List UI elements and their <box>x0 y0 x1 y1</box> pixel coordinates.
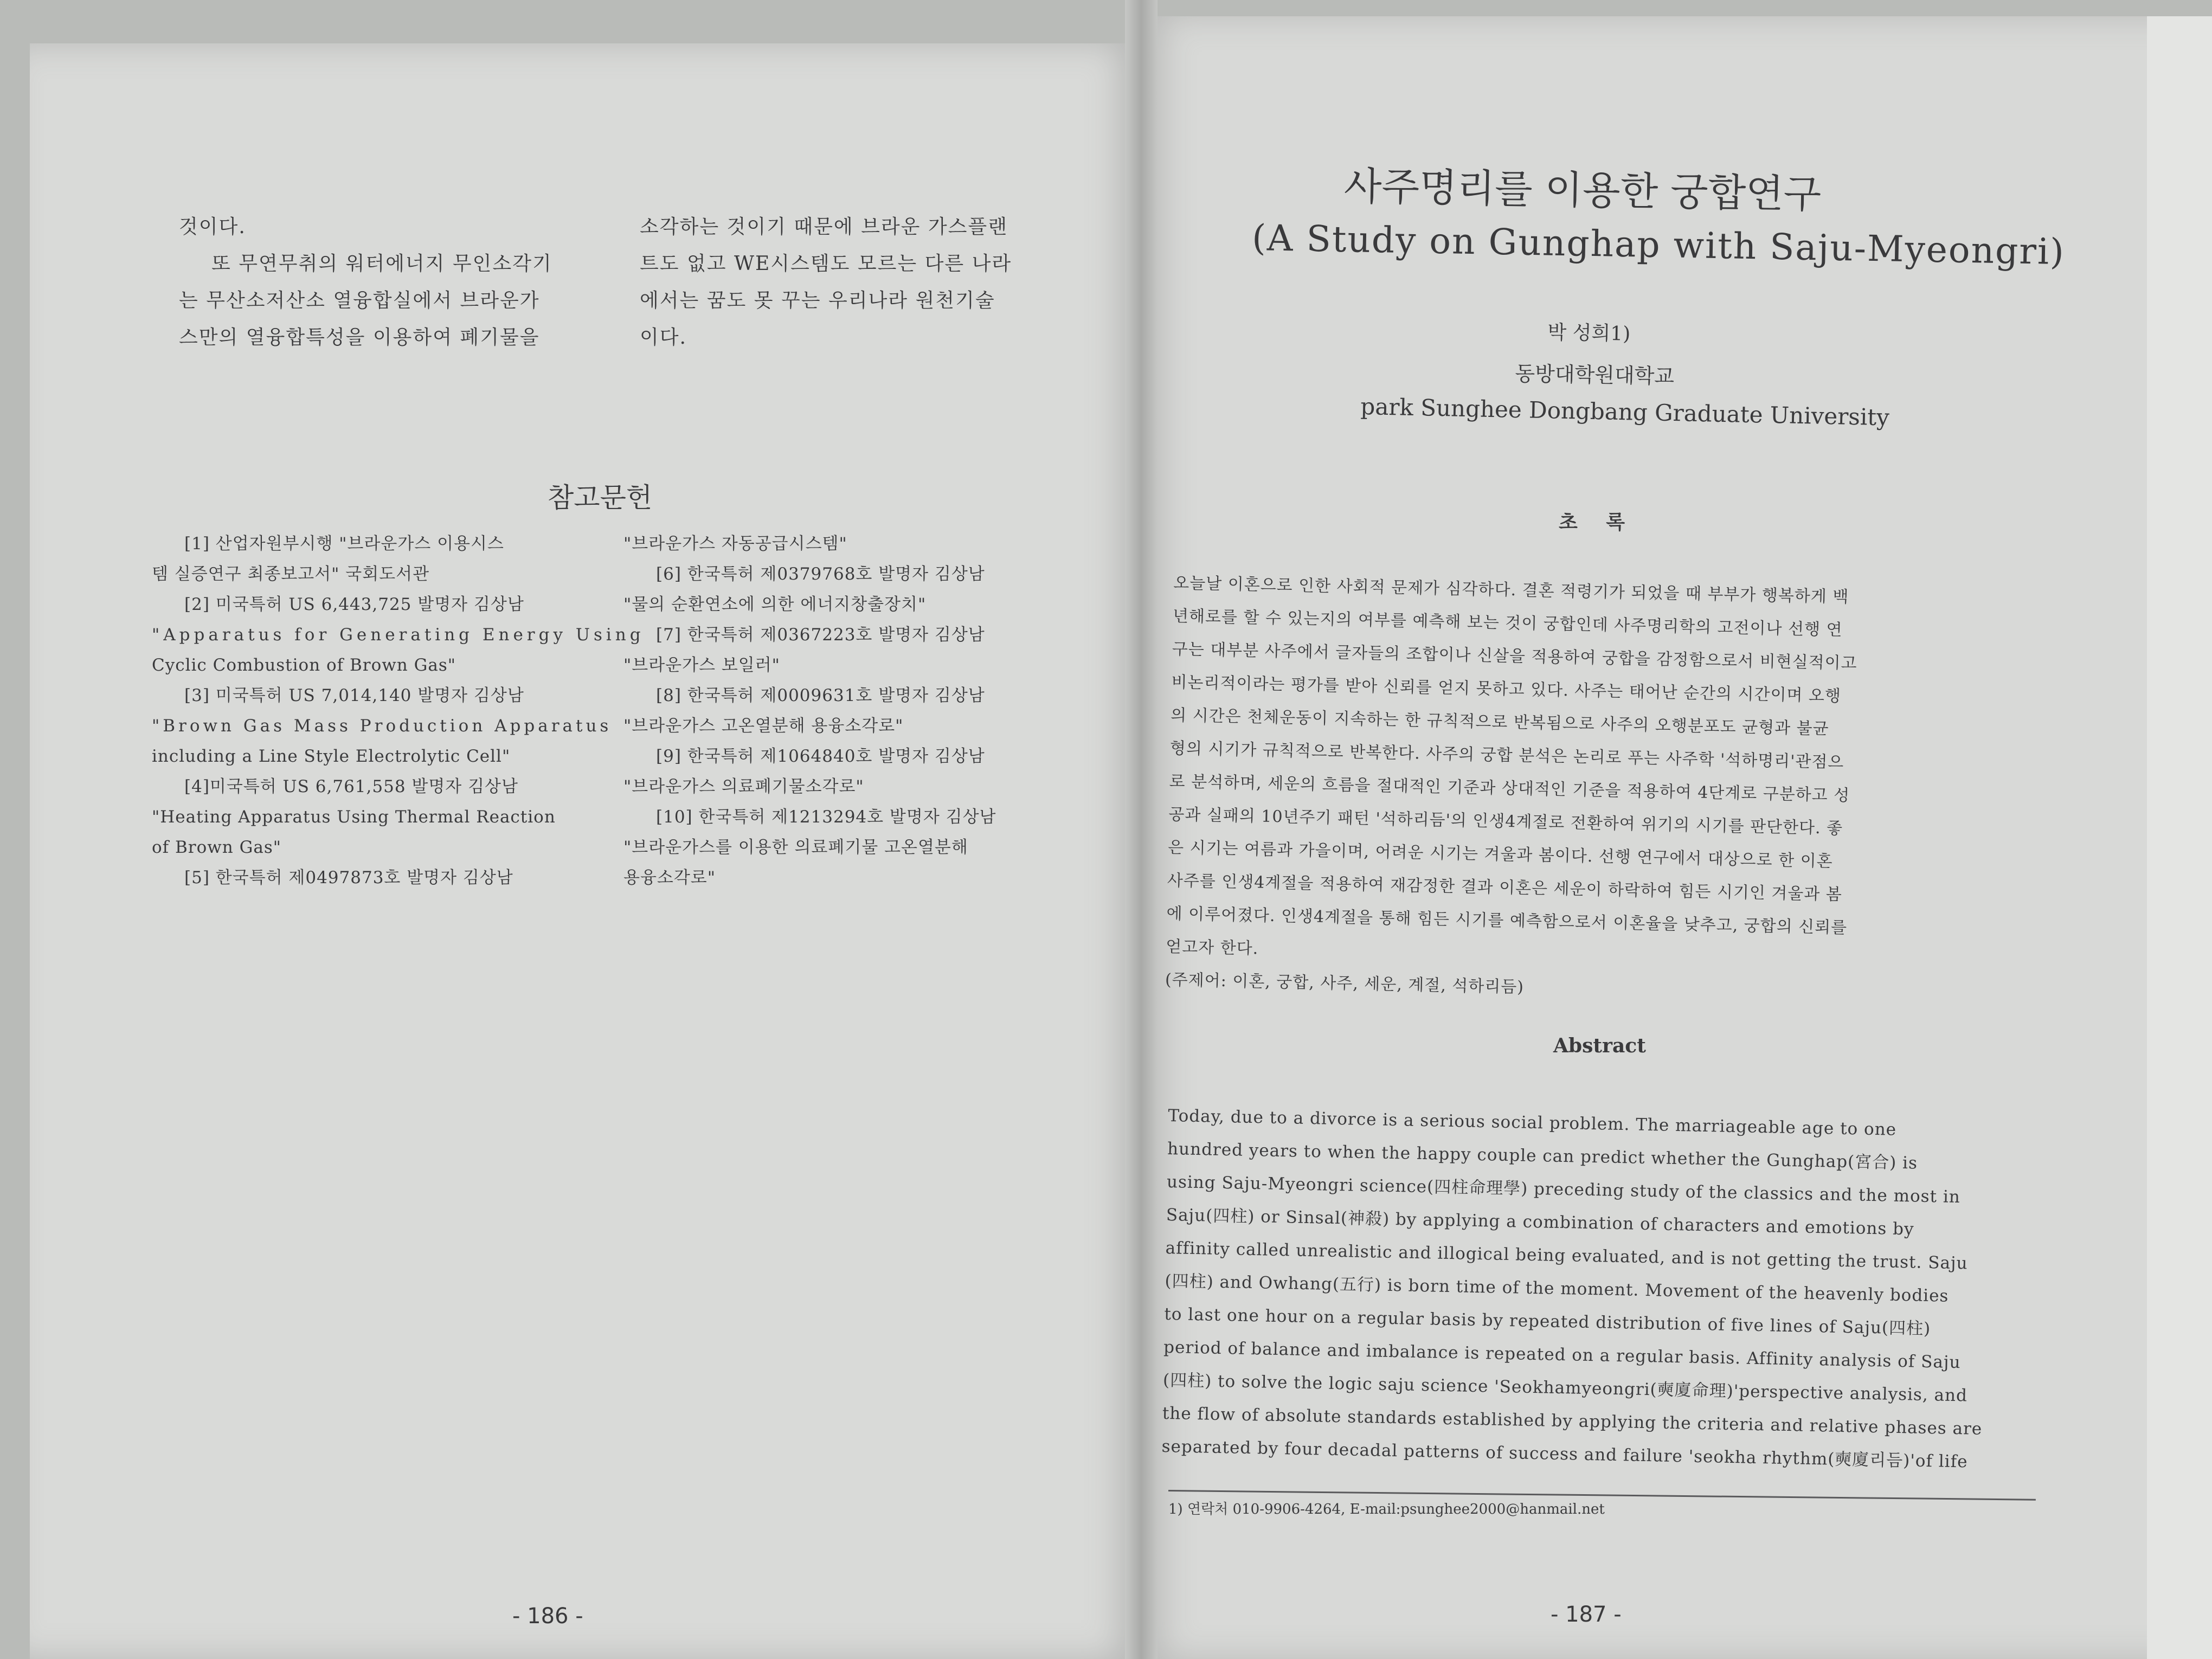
english-abstract-heading: Abstract <box>1553 1034 1646 1057</box>
abstract-line: 비논리적이라는 평가를 받아 신뢰를 얻지 못하고 있다. 사주는 태어난 순간의 시간이며 오행 <box>1171 672 1842 706</box>
body-line: 스만의 열융합특성을 이용하여 폐기물을 <box>179 326 540 349</box>
korean-abstract-body <box>1165 567 2030 1014</box>
reference-line: [4]미국특허 US 6,761,558 발명자 김상남 <box>184 777 518 796</box>
body-line: 이다. <box>640 326 687 349</box>
author-name: 박 성희1) <box>1547 321 1631 345</box>
references-column-2 <box>623 529 1057 893</box>
abstract-line: period of balance and imbalance is repeated on a regular basis. Affinity analysis of Saju <box>1163 1337 1961 1373</box>
left-page-number: - 186 - <box>512 1604 583 1629</box>
left-body-column-2 <box>640 209 1012 356</box>
abstract-line: (四柱) to solve the logic saju science 'Seokhamyeongri(奭廈命理)'perspective analysis, and <box>1162 1370 1968 1406</box>
reference-line: [8] 한국특허 제0009631호 발명자 김상남 <box>656 686 985 705</box>
abstract-line: 사주를 인생4계절을 적용하여 재감정한 결과 이혼은 세운이 하락하여 힘든 시기인 겨울과 봄 <box>1167 871 1843 904</box>
page-edge <box>2147 16 2212 1659</box>
reference-line: "Heating Apparatus Using Thermal Reaction <box>152 807 556 827</box>
reference-line: [5] 한국특허 제0497873호 발명자 김상남 <box>184 868 513 888</box>
abstract-line: hundred years to when the happy couple can predict whether the Gunghap(宮合) is <box>1167 1139 1918 1173</box>
abstract-line: 구는 대부분 사주에서 글자들의 조합이나 신살을 적용하여 궁합을 감정함으로서 비현실적이고 <box>1172 639 1857 673</box>
abstract-line: 년해로를 할 수 있는지의 여부를 예측해 보는 것이 궁합인데 사주명리학의 고전이나 선행 연 <box>1172 606 1843 640</box>
right-page-number: - 187 - <box>1551 1602 1622 1627</box>
reference-line: [2] 미국특허 US 6,443,725 발명자 김상남 <box>184 595 524 614</box>
reference-line: "Apparatus for Generating Energy Using <box>152 625 645 645</box>
body-line: 소각하는 것이기 때문에 브라운 가스플랜 <box>640 216 1008 238</box>
reference-line: including a Line Style Electrolytic Cell" <box>152 747 511 766</box>
body-line: 또 무연무취의 워터에너지 무인소각기 <box>211 253 552 275</box>
author-affiliation: 동방대학원대학교 <box>1515 361 1675 389</box>
left-body-column-1 <box>179 209 552 356</box>
body-line: 트도 없고 WE시스템도 모르는 다른 나라 <box>640 253 1012 275</box>
paper-title-korean: 사주명리를 이용한 궁합연구 <box>1343 163 1822 217</box>
author-english: park Sunghee Dongbang Graduate University <box>1360 393 1890 431</box>
abstract-line: 얻고자 한다. <box>1165 937 1259 959</box>
reference-line: "브라운가스 의료폐기물소각로" <box>623 777 864 796</box>
reference-line: 템 실증연구 최종보고서" 국회도서관 <box>152 564 430 584</box>
reference-line: [7] 한국특허 제0367223호 발명자 김상남 <box>656 625 985 645</box>
reference-line: "Brown Gas Mass Production Apparatus <box>152 716 612 736</box>
reference-line: "브라운가스 보일러" <box>623 655 780 675</box>
abstract-line: separated by four decadal patterns of success and failure 'seokha rhythm(奭廈리듬)'of life <box>1161 1436 1968 1472</box>
abstract-line: 로 분석하며, 세운의 흐름을 절대적인 기준과 상대적인 기준을 적용하여 4단계로 구분하고 성 <box>1169 771 1850 806</box>
reference-line: "브라운가스를 이용한 의료폐기물 고온열분해 <box>623 838 968 857</box>
korean-abstract-heading: 초 록 <box>1559 511 1636 533</box>
abstract-line: (四柱) and Owhang(五行) is born time of the moment. Movement of the heavenly bodies <box>1165 1271 1949 1306</box>
abstract-line: 형의 시기가 규칙적으로 반복한다. 사주의 궁합 분석은 논리로 푸는 사주학 '석하명리'관점으 <box>1169 738 1844 772</box>
reference-line: [1] 산업자원부시행 "브라운가스 이용시스 <box>184 534 504 554</box>
reference-line: "브라운가스 고온열분해 용융소각로" <box>623 716 904 736</box>
reference-line: [6] 한국특허 제0379768호 발명자 김상남 <box>656 564 985 584</box>
abstract-line: 에 이루어졌다. 인생4계절을 통해 힘든 시기를 예측함으로서 이혼율을 낮추고, 궁합의 신뢰를 <box>1166 904 1848 938</box>
abstract-line: 오늘날 이혼으로 인한 사회적 문제가 심각하다. 결혼 적령기가 되었을 때 부부가 행복하게 백 <box>1173 573 1849 607</box>
body-line: 것이다. <box>179 216 246 238</box>
references-column-1 <box>152 529 645 893</box>
book-gutter <box>1125 0 1158 1659</box>
reference-line: [10] 한국특허 제1213294호 발명자 김상남 <box>656 807 996 827</box>
english-abstract-body <box>1161 1099 2036 1480</box>
reference-line: Cyclic Combustion of Brown Gas" <box>152 655 456 675</box>
abstract-line: 의 시간은 천체운동이 지속하는 한 규칙적으로 반복됨으로 사주의 오행분포도 균형과 불균 <box>1170 705 1829 739</box>
reference-line: "물의 순환연소에 의한 에너지창출장치" <box>623 595 927 614</box>
abstract-line: using Saju-Myeongri science(四柱命理學) preceding study of the classics and the most in <box>1166 1172 1961 1207</box>
abstract-line: to last one hour on a regular basis by repeated distribution of five lines of Saju(四柱) <box>1164 1304 1931 1339</box>
abstract-line: Saju(四柱) or Sinsal(神殺) by applying a combination of characters and emotions by <box>1166 1205 1914 1239</box>
abstract-line: 은 시기는 여름과 가을이며, 어려운 시기는 겨울과 봄이다. 선행 연구에서 대상으로 한 이혼 <box>1167 838 1834 871</box>
abstract-line: 공과 실패의 10년주기 패턴 '석하리듬'의 인생4계절로 전환하여 위기의 시기를 판단한다. 좋 <box>1168 805 1843 838</box>
reference-line: [3] 미국특허 US 7,014,140 발명자 김상남 <box>184 686 524 705</box>
footnote: 1) 연락처 010-9906-4264, E-mail:psunghee2000@hanmail.net <box>1168 1501 1605 1517</box>
references-heading: 참고문헌 <box>548 482 653 513</box>
keywords: (주제어: 이혼, 궁합, 사주, 세운, 계절, 석하리듬) <box>1165 970 1525 997</box>
abstract-line: Today, due to a divorce is a serious social problem. The marriageable age to one <box>1168 1105 1897 1140</box>
body-line: 에서는 꿈도 못 꾸는 우리나라 원천기술 <box>640 290 995 312</box>
reference-line: "브라운가스 자동공급시스템" <box>623 534 847 554</box>
abstract-line: affinity called unrealistic and illogical being evaluated, and is not getting the trust. Saju <box>1165 1238 1968 1274</box>
reference-line: [9] 한국특허 제1064840호 발명자 김상남 <box>656 747 985 766</box>
reference-line: of Brown Gas" <box>152 838 282 857</box>
abstract-line: the flow of absolute standards established by applying the criteria and relative phases are <box>1162 1403 1983 1439</box>
reference-line: 용융소각로" <box>623 868 716 888</box>
body-line: 는 무산소저산소 열융합실에서 브라운가 <box>179 290 540 312</box>
paper-title-english: (A Study on Gunghap with Saju-Myeongri) <box>1251 217 2066 273</box>
